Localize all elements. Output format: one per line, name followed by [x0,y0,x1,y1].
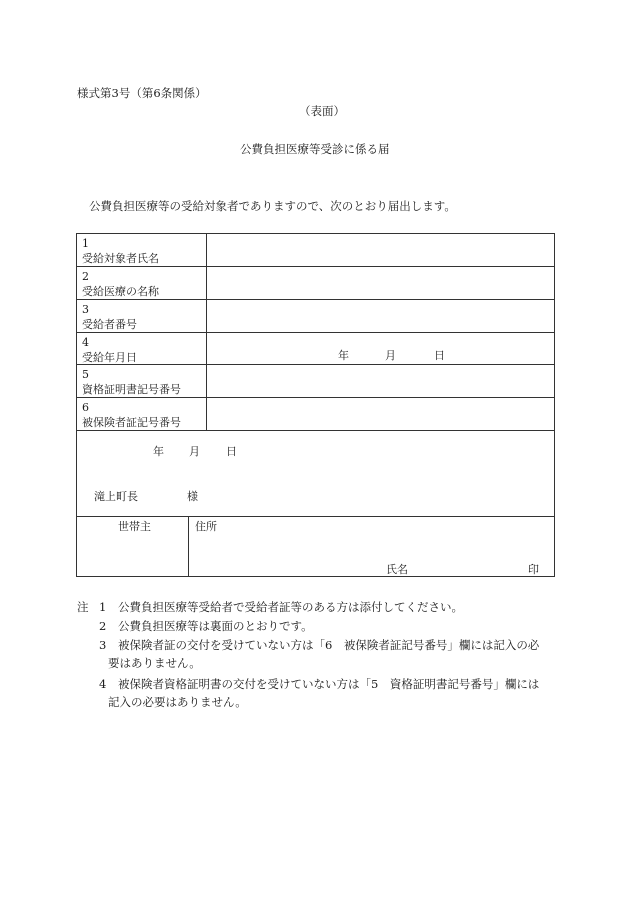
date-year-label: 年 [338,349,349,362]
recipient-number-field[interactable] [207,300,554,332]
row-label [77,300,207,332]
recipient-date-field[interactable] [207,333,554,364]
date-day-label: 日 [434,349,445,362]
row-label-text: 受給者番号 [82,318,137,331]
form-row-insured-number [77,398,554,431]
form-row-certificate-number [77,365,554,398]
name-label: 氏名 [386,563,408,576]
insured-number-field[interactable] [207,398,554,430]
household-address-field[interactable] [189,517,554,576]
certificate-number-field[interactable] [207,365,554,397]
form-table [76,233,555,577]
note-text: 被保険者資格証明書の交付を受けていない方は「5 資格証明書記号番号」欄には [118,677,540,691]
row-label-text: 受給対象者氏名 [82,252,159,265]
seal-label: 印 [528,563,539,576]
note-text: 公費負担医療等は裏面のとおりです。 [118,619,313,633]
row-number: 1 [82,237,89,250]
submit-year-label: 年 [153,445,164,458]
applicant-name-field[interactable] [207,234,554,266]
form-number: 様式第3号（第6条関係） [77,86,207,100]
date-addressee-block [77,431,554,517]
row-number: 2 [82,270,89,283]
note-number: 1 [99,600,107,614]
row-label-text: 被保険者証記号番号 [82,416,181,429]
row-label-text: 受給医療の名称 [82,285,159,298]
row-label [77,267,207,299]
form-row-recipient-number [77,300,554,333]
medical-name-field[interactable] [207,267,554,299]
form-row-applicant-name [77,234,554,267]
row-label-text: 受給年月日 [82,351,137,364]
note-number: 3 [99,638,107,652]
note-number: 4 [99,677,107,691]
submit-month-label: 月 [189,445,200,458]
household-label-cell [77,517,189,576]
note-text-continued: 要はありません。 [108,656,201,670]
notes-prefix: 注 [77,600,89,614]
row-number: 4 [82,336,89,349]
row-number: 5 [82,368,89,381]
side-label: （表面） [299,104,345,118]
row-label [77,234,207,266]
note-text: 公費負担医療等受給者で受給者証等のある方は添付してください。 [118,600,463,614]
row-number: 3 [82,303,89,316]
addressee-name: 滝上町長 [94,490,138,503]
note-text: 被保険者証の交付を受けていない方は「6 被保険者証記号番号」欄には記入の必 [118,638,540,652]
household-label: 世帯主 [118,520,151,533]
addressee-honorific: 様 [187,490,198,503]
intro-text: 公費負担医療等の受給対象者でありますので、次のとおり届出します。 [89,199,456,213]
page-title: 公費負担医療等受診に係る届 [240,142,390,156]
address-label: 住所 [195,520,217,533]
date-month-label: 月 [385,349,396,362]
household-head-block [77,517,554,576]
row-label-text: 資格証明書記号番号 [82,383,181,396]
row-number: 6 [82,401,89,414]
row-label [77,398,207,430]
note-text-continued: 記入の必要はありません。 [108,695,247,709]
note-number: 2 [99,619,107,633]
submit-day-label: 日 [226,445,237,458]
form-row-medical-name [77,267,554,300]
row-label [77,365,207,397]
row-label [77,333,207,364]
form-row-recipient-date [77,333,554,365]
